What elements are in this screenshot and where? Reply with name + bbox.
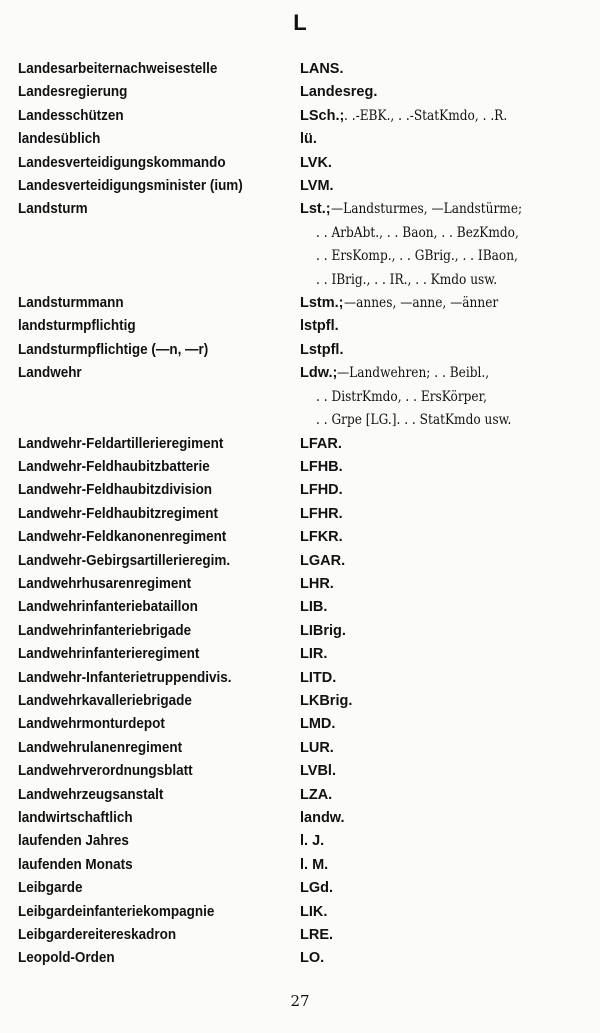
- entry-row: [18, 152, 588, 175]
- entry-abbreviation: LIB.: [300, 599, 328, 616]
- entry-row: [18, 550, 588, 573]
- entry-term: laufenden Jahres: [18, 833, 129, 850]
- entry-term: Landwehr-Feldartillerieregiment: [18, 435, 224, 452]
- entry-row: [18, 128, 588, 151]
- entry-term: Landwehrverordnungsblatt: [18, 763, 193, 780]
- entry-term: Leopold-Orden: [18, 950, 115, 967]
- entry-row: [18, 760, 588, 783]
- entry-term: Leibgardeinfanteriekompagnie: [18, 903, 215, 920]
- entry-term: landwirtschaftlich: [18, 810, 133, 826]
- entry-definition: [300, 854, 588, 877]
- entry-row: [18, 175, 588, 198]
- entry-row: [18, 877, 588, 900]
- entry-definition: [300, 573, 588, 596]
- entry-definition: [300, 479, 588, 502]
- entry-definition: [300, 947, 588, 970]
- entry-abbreviation: LVK.: [300, 154, 332, 171]
- entry-definition: [300, 877, 588, 900]
- entry-abbreviation: Lstpfl.: [300, 341, 344, 358]
- entry-row: [18, 339, 588, 362]
- entry-definition: [300, 362, 588, 432]
- entry-definition: [300, 713, 588, 736]
- abbreviation-list: [18, 58, 588, 971]
- entry-term: Landwehrulanenregiment: [18, 739, 183, 756]
- entry-row: [18, 315, 588, 338]
- entry-definition: [300, 339, 588, 362]
- entry-abbreviation: LVBl.: [300, 763, 336, 780]
- entry-definition: [300, 924, 588, 947]
- entry-abbreviation: LO.: [300, 950, 325, 967]
- entry-term: Landesverteidigungsminister (ium): [18, 178, 243, 195]
- section-letter: L: [293, 10, 307, 35]
- entry-term: Landwehr-Feldhaubitzregiment: [18, 505, 219, 522]
- entry-abbreviation: landw.: [300, 810, 345, 826]
- entry-term: Landwehrinfanteriebrigade: [18, 622, 192, 639]
- entry-definition: [300, 292, 588, 315]
- entry-abbreviation: LITD.: [300, 669, 337, 686]
- entry-row: [18, 620, 588, 643]
- entry-inflections: . .-EBK., . .-StatKmdo, . .R.: [344, 107, 508, 124]
- entry-definition: [300, 643, 588, 666]
- entry-row: [18, 433, 588, 456]
- entry-row: [18, 667, 588, 690]
- entry-term: Landwehr-Feldhaubitzbatterie: [18, 458, 210, 475]
- entry-definition: [300, 784, 588, 807]
- entry-abbreviation: LHR.: [300, 575, 334, 592]
- entry-abbreviation: LKBrig.: [300, 692, 353, 709]
- entry-definition: [300, 81, 588, 104]
- entry-abbreviation: LFHR.: [300, 505, 343, 522]
- entry-row: [18, 807, 588, 830]
- entry-abbreviation: Landesreg.: [300, 84, 378, 101]
- entry-abbreviation: LFHB.: [300, 458, 343, 475]
- entry-row: [18, 690, 588, 713]
- entry-inflections: —Landsturmes, —Landstürme;: [330, 201, 522, 218]
- entry-term: Landwehrzeugsanstalt: [18, 786, 164, 803]
- entry-term: Landwehrmonturdepot: [18, 716, 165, 733]
- entry-definition: [300, 807, 588, 830]
- entry-term: Landwehrinfanteriebataillon: [18, 599, 198, 616]
- entry-abbreviation: LFAR.: [300, 435, 342, 452]
- entry-row: [18, 81, 588, 104]
- entry-abbreviation: LRE.: [300, 927, 334, 944]
- entry-definition: [300, 128, 588, 151]
- entry-term: Landsturm: [18, 201, 88, 218]
- entry-term: Landesverteidigungskommando: [18, 154, 226, 171]
- entry-definition: [300, 526, 588, 549]
- entry-row: [18, 784, 588, 807]
- entry-term: Landesschützen: [18, 107, 124, 124]
- entry-definition: [300, 550, 588, 573]
- entry-abbreviation: LGAR.: [300, 552, 346, 569]
- entry-abbreviation: Lstm.;: [300, 295, 344, 312]
- entry-continuation: . . Grpe [LG.]. . . StatKmdo usw.: [316, 412, 512, 429]
- entry-abbreviation: LGd.: [300, 880, 334, 897]
- entry-row: [18, 526, 588, 549]
- entry-row: [18, 58, 588, 81]
- entry-row: [18, 596, 588, 619]
- entry-abbreviation: LIK.: [300, 903, 328, 920]
- entry-row: [18, 573, 588, 596]
- entry-row: [18, 105, 588, 128]
- entry-row: [18, 901, 588, 924]
- entry-continuation: . . IBrig., . . IR., . . Kmdo usw.: [316, 271, 498, 288]
- entry-abbreviation: LUR.: [300, 739, 334, 756]
- entry-term: Landwehrinfanterieregiment: [18, 646, 200, 663]
- entry-term: Landwehr-Feldkanonenregiment: [18, 529, 227, 546]
- entry-definition: [300, 152, 588, 175]
- entry-definition: [300, 198, 588, 292]
- entry-definition: [300, 315, 588, 338]
- entry-term: Landwehr-Gebirgsartillerieregim.: [18, 552, 231, 569]
- entry-definition: [300, 58, 588, 81]
- entry-abbreviation: l. M.: [300, 856, 329, 873]
- entry-row: [18, 924, 588, 947]
- entry-row: [18, 947, 588, 970]
- entry-inflections: —annes, —anne, —änner: [343, 295, 498, 312]
- entry-abbreviation: LANS.: [300, 61, 344, 77]
- entry-inflections: —Landwehren; . . Beibl.,: [337, 365, 490, 382]
- entry-row: [18, 292, 588, 315]
- entry-row: [18, 713, 588, 736]
- entry-abbreviation: LFKR.: [300, 529, 343, 546]
- entry-term: Landwehrkavalleriebrigade: [18, 692, 192, 709]
- entry-term: Landwehr: [18, 365, 82, 382]
- entry-definition: [300, 830, 588, 853]
- entry-abbreviation: l. J.: [300, 833, 325, 850]
- entry-definition: [300, 690, 588, 713]
- entry-term: Landwehr-Infanterietruppendivis.: [18, 669, 232, 686]
- entry-abbreviation: lü.: [300, 131, 317, 148]
- entry-definition: [300, 105, 588, 128]
- entry-term: Landesregierung: [18, 84, 128, 101]
- entry-term: Landesarbeiternachweisestelle: [18, 61, 218, 77]
- entry-term: Landwehrhusarenregiment: [18, 575, 192, 592]
- entry-term: landesüblich: [18, 131, 101, 148]
- entry-row: [18, 830, 588, 853]
- entry-continuation: . . DistrKmdo, . . ErsKörper,: [316, 388, 487, 405]
- entry-term: Leibgarde: [18, 880, 83, 897]
- entry-row: [18, 854, 588, 877]
- entry-definition: [300, 503, 588, 526]
- entry-definition: [300, 737, 588, 760]
- entry-abbreviation: LFHD.: [300, 482, 343, 499]
- entry-definition: [300, 175, 588, 198]
- entry-abbreviation: Ldw.;: [300, 365, 338, 382]
- entry-row: [18, 643, 588, 666]
- entry-abbreviation: Lst.;: [300, 201, 331, 218]
- entry-abbreviation: LMD.: [300, 716, 336, 733]
- entry-definition: [300, 456, 588, 479]
- entry-abbreviation: lstpfl.: [300, 318, 339, 335]
- entry-term: Landsturmmann: [18, 295, 124, 312]
- entry-definition: [300, 596, 588, 619]
- entry-term: Landwehr-Feldhaubitzdivision: [18, 482, 213, 499]
- entry-abbreviation: LSch.;: [300, 107, 345, 124]
- entry-definition: [300, 620, 588, 643]
- page-number: 27: [290, 992, 310, 1010]
- entry-abbreviation: LIBrig.: [300, 622, 346, 639]
- entry-row: [18, 479, 588, 502]
- entry-row: [18, 362, 588, 432]
- entry-definition: [300, 433, 588, 456]
- entry-definition: [300, 901, 588, 924]
- entry-term: laufenden Monats: [18, 856, 133, 873]
- entry-continuation: . . ErsKomp., . . GBrig., . . IBaon,: [316, 248, 518, 265]
- entry-term: landsturmpflichtig: [18, 318, 136, 335]
- entry-row: [18, 503, 588, 526]
- entry-term: Landsturmpflichtige (—n, —r): [18, 341, 209, 358]
- entry-definition: [300, 760, 588, 783]
- entry-abbreviation: LVM.: [300, 178, 334, 195]
- entry-abbreviation: LZA.: [300, 786, 333, 803]
- entry-row: [18, 198, 588, 292]
- entry-row: [18, 456, 588, 479]
- entry-definition: [300, 667, 588, 690]
- entry-term: Leibgardereitereskadron: [18, 927, 177, 944]
- entry-continuation: . . ArbAbt., . . Baon, . . BezKmdo,: [316, 224, 519, 241]
- entry-row: [18, 737, 588, 760]
- entry-abbreviation: LIR.: [300, 646, 328, 663]
